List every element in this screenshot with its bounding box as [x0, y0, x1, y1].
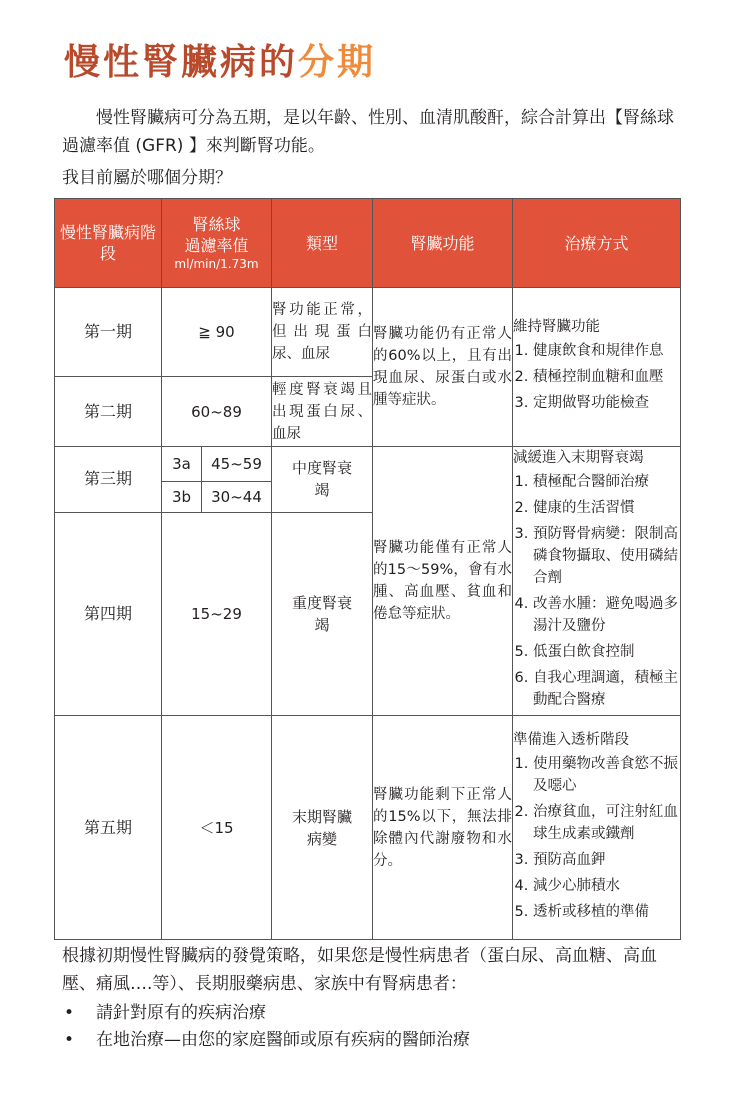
- bullet-text: 請針對原有的疾病治療: [96, 1003, 266, 1023]
- footer-paragraph: 根據初期慢性腎臟病的發覺策略，如果您是慢性病患者（蛋白尿、高血糖、高血壓、痛風….等）、長期服藥病患、家族中有腎病患者：: [62, 946, 657, 994]
- list-item: 2. 健康的生活習慣: [533, 497, 680, 519]
- list-item: [62, 1027, 470, 1054]
- ckd-stage-table: [54, 198, 681, 940]
- header-function: 腎臟功能: [373, 199, 513, 288]
- function-group-3-cell: 腎臟功能剩下正常人的15%以下，無法排除體內代謝廢物和水分。: [373, 716, 513, 940]
- treatment-group-2-heading: 減緩進入末期腎衰竭: [513, 450, 644, 466]
- type-1-cell: 腎功能正常，但出現蛋白尿、血尿: [272, 288, 373, 377]
- gfr-3a-cell: 45~59: [202, 447, 272, 482]
- stage-3-cell: 第三期: [55, 447, 162, 513]
- list-item: 3. 預防高血鉀: [533, 849, 680, 871]
- bullet-marker: •: [64, 1030, 75, 1050]
- stage-5-cell: 第五期: [55, 716, 162, 940]
- treatment-group-3-list: [513, 753, 680, 923]
- substage-3b-cell: 3b: [162, 481, 202, 512]
- list-item: 2. 積極控制血糖和血壓: [533, 366, 680, 388]
- treatment-group-3-heading: 準備進入透析階段: [513, 731, 629, 748]
- table-row: [55, 447, 681, 482]
- header-gfr-line2: 過濾率值: [184, 236, 249, 255]
- intro-paragraph: [62, 104, 674, 160]
- table-header-row: [55, 199, 681, 288]
- page-title: [64, 40, 376, 86]
- treatment-group-3-cell: [513, 716, 681, 940]
- gfr-4-cell: 15~29: [162, 512, 272, 715]
- substage-3a-cell: 3a: [162, 447, 202, 482]
- advice-list: [62, 1000, 470, 1054]
- question-text: 我目前屬於哪個分期？: [62, 168, 232, 188]
- bullet-text: 在地治療—由您的家庭醫師或原有疾病的醫師治療: [96, 1030, 470, 1050]
- header-gfr-unit: ml/min/1.73m: [174, 257, 259, 271]
- bullet-marker: •: [64, 1003, 75, 1023]
- function-group-2-cell: 腎臟功能僅有正常人的15～59%，會有水腫、高血壓、貧血和倦怠等症狀。: [373, 447, 513, 716]
- gfr-2-cell: 60~89: [162, 377, 272, 447]
- list-item: 3. 預防腎骨病變：限制高磷食物攝取、使用磷結合劑: [533, 523, 680, 589]
- header-gfr: [162, 199, 272, 288]
- treatment-group-1-heading: 維持腎臟功能: [513, 319, 600, 335]
- stage-4-cell: 第四期: [55, 512, 162, 715]
- intro-text: 慢性腎臟病可分為五期，是以年齡、性別、血清肌酸酐，綜合計算出【腎絲球過濾率值 (GFR) 】來判斷腎功能。: [62, 108, 674, 156]
- header-stage: 慢性腎臟病階段: [55, 199, 162, 288]
- header-treatment: 治療方式: [513, 199, 681, 288]
- type-5-cell: 末期腎臟病變: [272, 716, 373, 940]
- type-3-cell: 中度腎衰竭: [272, 447, 373, 513]
- list-item: 4. 減少心肺積水: [533, 875, 680, 897]
- list-item: 1. 健康飲食和規律作息: [533, 340, 680, 362]
- gfr-5-cell: ＜15: [162, 716, 272, 940]
- list-item: 5. 透析或移植的準備: [533, 901, 680, 923]
- treatment-group-2-cell: [513, 447, 681, 716]
- list-item: 2. 治療貧血，可注射紅血球生成素或鐵劑: [533, 801, 680, 845]
- type-4-cell: 重度腎衰竭: [272, 512, 373, 715]
- treatment-group-2-list: [513, 471, 680, 711]
- list-item: [62, 1000, 470, 1027]
- list-item: 1. 積極配合醫師治療: [533, 471, 680, 493]
- type-2-cell: 輕度腎衰竭且出現蛋白尿、血尿: [272, 377, 373, 447]
- header-type: 類型: [272, 199, 373, 288]
- header-gfr-line1: 腎絲球: [192, 215, 241, 234]
- treatment-group-1-cell: [513, 288, 681, 447]
- stage-2-cell: 第二期: [55, 377, 162, 447]
- function-group-1-cell: 腎臟功能仍有正常人的60%以上，且有出現血尿、尿蛋白或水腫等症狀。: [373, 288, 513, 447]
- list-item: 6. 自我心理調適，積極主動配合醫療: [533, 667, 680, 711]
- stage-1-cell: 第一期: [55, 288, 162, 377]
- table-row: [55, 716, 681, 940]
- list-item: 4. 改善水腫：避免喝過多湯汁及鹽份: [533, 593, 680, 637]
- gfr-1-cell: ≧ 90: [162, 288, 272, 377]
- table-row: [55, 288, 681, 377]
- title-main: 慢性腎臟病的: [64, 42, 299, 83]
- treatment-group-1-list: [513, 340, 680, 414]
- list-item: 1. 使用藥物改善食慾不振及噁心: [533, 753, 680, 797]
- gfr-3b-cell: 30~44: [202, 481, 272, 512]
- title-accent: 分期: [298, 42, 377, 83]
- list-item: 5. 低蛋白飲食控制: [533, 641, 680, 663]
- list-item: 3. 定期做腎功能檢查: [533, 392, 680, 414]
